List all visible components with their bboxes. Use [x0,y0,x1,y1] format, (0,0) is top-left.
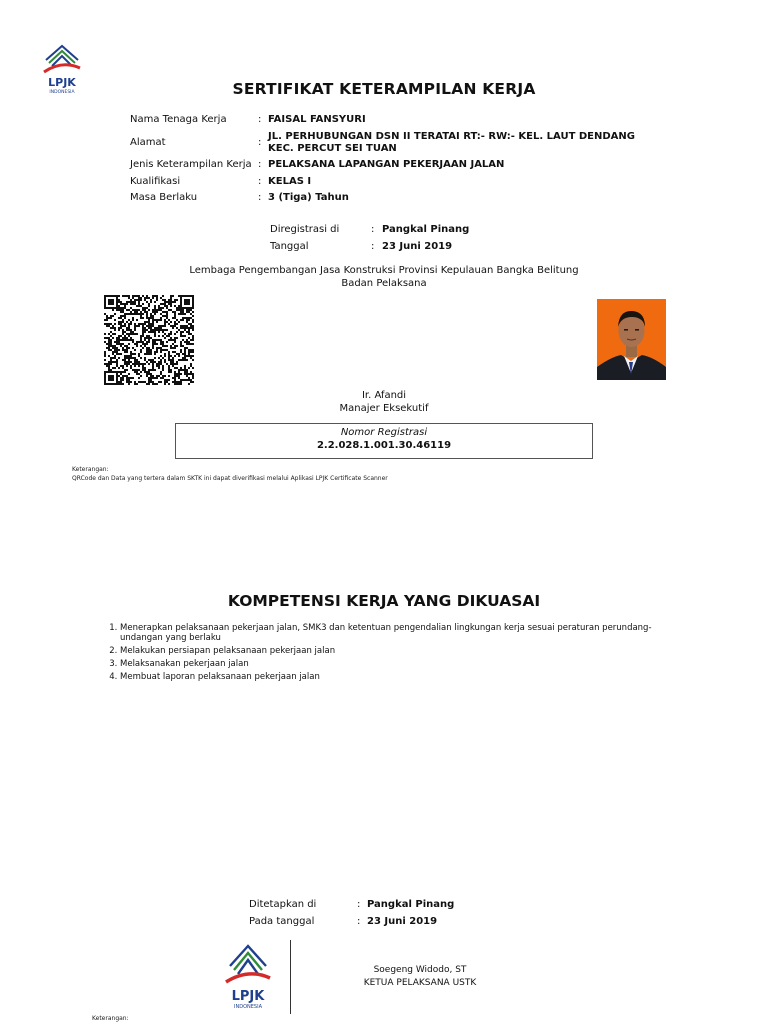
logo-sub-text: INDONESIA [49,90,75,95]
registration-place-value: Pangkal Pinang [382,224,470,235]
list-item: 2. Melakukan persiapan pelaksanaan pekerjaan jalan [120,646,660,656]
field-label: Alamat [130,137,166,148]
signatory-name: Ir. Afandi [361,390,407,401]
field-value: 3 (Tiga) Tahun [268,192,349,203]
field-value: FAISAL FANSYURI [268,114,366,125]
list-item: 3. Melaksanakan pekerjaan jalan [120,659,660,669]
note-label: Keterangan: [72,466,109,473]
field-label: Kualifikasi [130,176,181,187]
established-place-label: Ditetapkan di [249,899,317,910]
list-item: 4. Membuat laporan pelaksanaan pekerjaan jalan [120,672,660,682]
ustk-name: Soegeng Widodo, ST [373,965,467,975]
institution-name: Lembaga Pengembangan Jasa Konstruksi Provinsi Kepulauan Bangka Belitung [189,265,579,276]
registration-number-value: 2.2.028.1.001.30.46119 [316,440,452,451]
field-label: Masa Berlaku [130,192,198,203]
competency-title: KOMPETENSI KERJA YANG DIKUASAI [227,592,541,610]
registration-number-box [175,423,593,459]
note-text: QRCode dan Data yang tertera dalam SKTK ini dapat diverifikasi melalui Aplikasi LPJK Certificate Scanner [72,475,388,482]
registration-number-label: Nomor Registrasi [340,427,428,438]
competency-list [100,623,660,685]
registration-place-label: Diregistrasi di [270,224,340,235]
qr-code [104,295,194,385]
signatory-title: Manajer Eksekutif [339,403,429,414]
logo-sub-text: INDONESIA [234,1004,262,1010]
divider [290,940,291,1014]
holder-photo [597,299,666,380]
registration-date-value: 23 Juni 2019 [382,241,453,252]
field-label: Nama Tenaga Kerja [130,114,227,125]
lpjk-logo-large [222,940,274,1012]
bottom-note-label: Keterangan: [92,1015,129,1022]
institution-unit: Badan Pelaksana [341,278,427,289]
certificate-title: SERTIFIKAT KETERAMPILAN KERJA [232,80,536,98]
logo-brand-text: LPJK [48,76,76,89]
established-date-label: Pada tanggal [249,916,315,927]
ustk-title: KETUA PELAKSANA USTK [363,978,477,988]
established-date-value: 23 Juni 2019 [367,916,438,927]
field-value: PELAKSANA LAPANGAN PEKERJAAN JALAN [268,159,505,170]
logo-brand-text: LPJK [231,989,265,1004]
field-label: Jenis Keterampilan Kerja [130,159,252,170]
registration-date-label: Tanggal [270,241,309,252]
field-value: KELAS I [268,176,312,187]
established-place-value: Pangkal Pinang [367,899,455,910]
list-item: 1. Menerapkan pelaksanaan pekerjaan jalan, SMK3 dan ketentuan pengendalian lingkungan kerja sesuai peraturan perundang-undangan yang berlaku [120,623,660,643]
field-value: JL. PERHUBUNGAN DSN II TERATAI RT:- RW:- KEL. LAUT DENDANG KEC. PERCUT SEI TUAN [268,131,635,154]
